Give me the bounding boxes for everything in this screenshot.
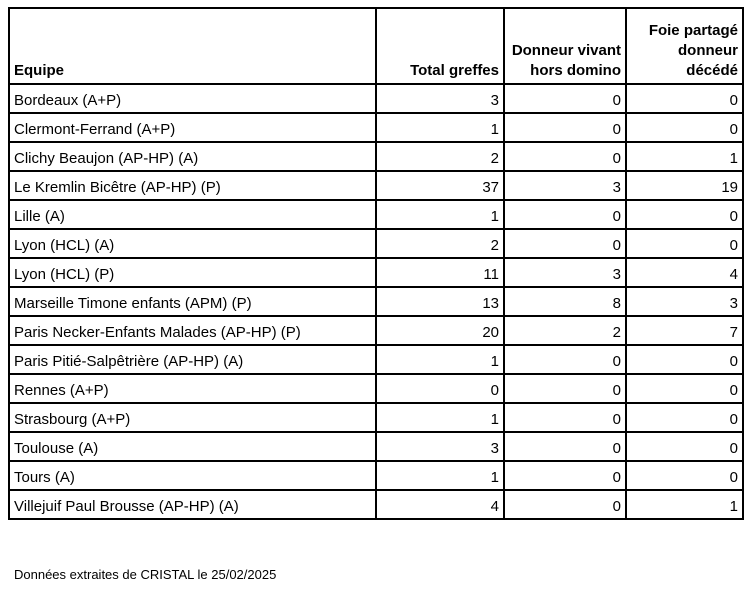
cell-team: Paris Necker-Enfants Malades (AP-HP) (P) <box>9 316 376 345</box>
cell-split: 0 <box>626 229 743 258</box>
cell-living: 0 <box>504 345 626 374</box>
table-row <box>9 316 743 345</box>
cell-total: 3 <box>376 84 504 113</box>
cell-team: Marseille Timone enfants (APM) (P) <box>9 287 376 316</box>
cell-living: 0 <box>504 403 626 432</box>
table-row <box>9 374 743 403</box>
cell-total: 2 <box>376 142 504 171</box>
table-row <box>9 403 743 432</box>
cell-split: 0 <box>626 403 743 432</box>
cell-split: 0 <box>626 345 743 374</box>
table-row <box>9 258 743 287</box>
header-split-liver: Foie partagé donneur décédé <box>626 8 743 84</box>
cell-total: 13 <box>376 287 504 316</box>
table-body <box>9 84 743 519</box>
table-row <box>9 287 743 316</box>
transplant-table <box>8 7 744 520</box>
cell-team: Clermont-Ferrand (A+P) <box>9 113 376 142</box>
cell-total: 11 <box>376 258 504 287</box>
cell-total: 1 <box>376 403 504 432</box>
cell-team: Villejuif Paul Brousse (AP-HP) (A) <box>9 490 376 519</box>
cell-split: 19 <box>626 171 743 200</box>
cell-split: 0 <box>626 432 743 461</box>
cell-living: 0 <box>504 461 626 490</box>
cell-total: 1 <box>376 461 504 490</box>
cell-living: 0 <box>504 142 626 171</box>
cell-living: 3 <box>504 171 626 200</box>
cell-total: 20 <box>376 316 504 345</box>
cell-living: 2 <box>504 316 626 345</box>
cell-total: 4 <box>376 490 504 519</box>
cell-team: Lille (A) <box>9 200 376 229</box>
cell-living: 0 <box>504 432 626 461</box>
cell-split: 0 <box>626 113 743 142</box>
transplant-table-container <box>8 7 742 520</box>
table-row <box>9 229 743 258</box>
cell-split: 0 <box>626 374 743 403</box>
cell-team: Tours (A) <box>9 461 376 490</box>
cell-team: Le Kremlin Bicêtre (AP-HP) (P) <box>9 171 376 200</box>
cell-split: 0 <box>626 200 743 229</box>
cell-team: Rennes (A+P) <box>9 374 376 403</box>
header-total-grafts: Total greffes <box>376 8 504 84</box>
cell-total: 1 <box>376 113 504 142</box>
cell-team: Lyon (HCL) (P) <box>9 258 376 287</box>
table-row <box>9 345 743 374</box>
cell-living: 0 <box>504 113 626 142</box>
cell-living: 0 <box>504 490 626 519</box>
table-row <box>9 113 743 142</box>
cell-split: 7 <box>626 316 743 345</box>
cell-split: 1 <box>626 490 743 519</box>
cell-split: 0 <box>626 461 743 490</box>
cell-living: 0 <box>504 374 626 403</box>
cell-living: 0 <box>504 200 626 229</box>
table-header-row <box>9 8 743 84</box>
cell-total: 0 <box>376 374 504 403</box>
cell-living: 0 <box>504 84 626 113</box>
cell-team: Clichy Beaujon (AP-HP) (A) <box>9 142 376 171</box>
cell-team: Bordeaux (A+P) <box>9 84 376 113</box>
table-row <box>9 200 743 229</box>
cell-team: Toulouse (A) <box>9 432 376 461</box>
cell-split: 4 <box>626 258 743 287</box>
header-living-donor: Donneur vivant hors domino <box>504 8 626 84</box>
cell-team: Lyon (HCL) (A) <box>9 229 376 258</box>
header-team: Equipe <box>9 8 376 84</box>
table-row <box>9 142 743 171</box>
cell-living: 0 <box>504 229 626 258</box>
table-row <box>9 432 743 461</box>
cell-split: 1 <box>626 142 743 171</box>
table-row <box>9 171 743 200</box>
table-row <box>9 490 743 519</box>
cell-total: 1 <box>376 200 504 229</box>
cell-split: 0 <box>626 84 743 113</box>
cell-total: 37 <box>376 171 504 200</box>
table-row <box>9 461 743 490</box>
cell-total: 3 <box>376 432 504 461</box>
cell-team: Strasbourg (A+P) <box>9 403 376 432</box>
cell-team: Paris Pitié-Salpêtrière (AP-HP) (A) <box>9 345 376 374</box>
table-row <box>9 84 743 113</box>
cell-split: 3 <box>626 287 743 316</box>
cell-total: 1 <box>376 345 504 374</box>
source-note: Données extraites de CRISTAL le 25/02/2025 <box>14 567 277 582</box>
cell-living: 8 <box>504 287 626 316</box>
cell-living: 3 <box>504 258 626 287</box>
cell-total: 2 <box>376 229 504 258</box>
